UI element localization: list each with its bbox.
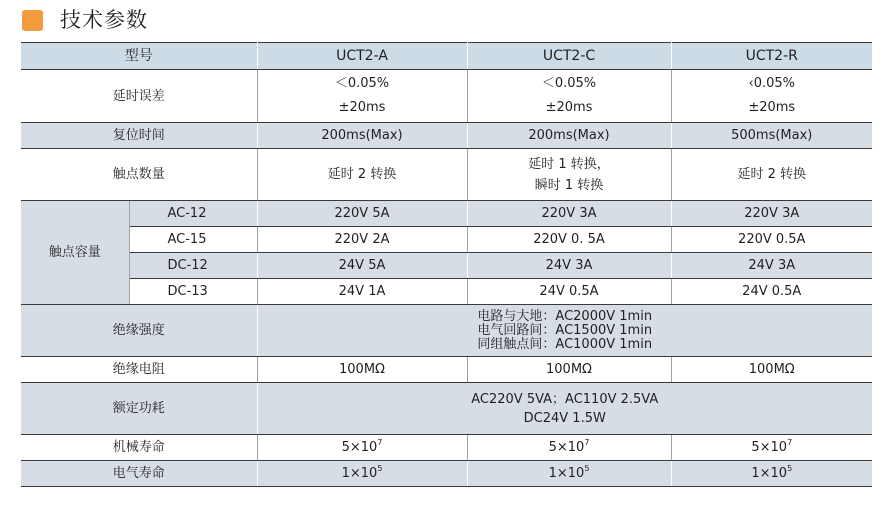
row-mech-life [21,435,872,461]
merged-cell: 电路与大地：AC2000V 1min 电气回路间：AC1500V 1min 同组触点间：AC1000V 1min [257,305,872,357]
sub-label: DC-12 [129,253,257,279]
cell: 延时 2 转换 [671,149,872,201]
col-header-model: 型号 [21,43,257,70]
cell: ‹0.05% ±20ms [671,70,872,123]
cell: $1\times 10^5$ [467,461,671,487]
cell: 200ms(Max) [467,123,671,149]
col-header-uct2-c: UCT2-C [467,43,671,70]
row-capacity-dc13 [21,279,872,305]
row-capacity-ac15 [21,227,872,253]
row-label: 复位时间 [21,123,257,149]
cell: 200ms(Max) [257,123,467,149]
cell: 220V 2A [257,227,467,253]
cell: 24V 3A [467,253,671,279]
row-reset-time [21,123,872,149]
sub-label: DC-13 [129,279,257,305]
row-insulation-strength [21,305,872,357]
col-header-uct2-a: UCT2-A [257,43,467,70]
cell: 100MΩ [467,357,671,383]
cell: $5\times 10^7$ [257,435,467,461]
row-label: 额定功耗 [21,383,257,435]
cell: $1\times 10^5$ [257,461,467,487]
cell: $5\times 10^7$ [467,435,671,461]
section-title: 技术参数 [60,8,148,32]
row-contacts [21,149,872,201]
cell: 220V 3A [467,201,671,227]
sub-label: AC-12 [129,201,257,227]
col-header-uct2-r: UCT2-R [671,43,872,70]
row-elec-life [21,461,872,487]
spec-table [21,42,872,487]
cell: ＜0.05% ±20ms [257,70,467,123]
sub-label: AC-15 [129,227,257,253]
cell: 延时 2 转换 [257,149,467,201]
row-insulation-resistance [21,357,872,383]
row-label: 绝缘电阻 [21,357,257,383]
cell: 24V 5A [257,253,467,279]
row-rated-power [21,383,872,435]
row-capacity-dc12 [21,253,872,279]
merged-cell: AC220V 5VA；AC110V 2.5VA DC24V 1.5W [257,383,872,435]
cell: 24V 3A [671,253,872,279]
cell: 220V 0.5A [671,227,872,253]
cell: 延时 1 转换， 瞬时 1 转换 [467,149,671,201]
cell: 220V 3A [671,201,872,227]
cell: $5\times 10^7$ [671,435,872,461]
cell: ＜0.05% ±20ms [467,70,671,123]
cell: 24V 0.5A [671,279,872,305]
cell: 500ms(Max) [671,123,872,149]
cell: $1\times 10^5$ [671,461,872,487]
cell: 220V 5A [257,201,467,227]
row-label: 触点容量 [21,201,129,305]
cell: 24V 0.5A [467,279,671,305]
row-delay-error [21,70,872,123]
cell: 24V 1A [257,279,467,305]
title-square-icon [22,10,43,31]
row-label: 触点数量 [21,149,257,201]
row-label: 机械寿命 [21,435,257,461]
cell: 100MΩ [257,357,467,383]
row-capacity-ac12 [21,201,872,227]
row-label: 绝缘强度 [21,305,257,357]
header-row [21,43,872,70]
row-label: 延时误差 [21,70,257,123]
cell: 100MΩ [671,357,872,383]
row-label: 电气寿命 [21,461,257,487]
cell: 220V 0. 5A [467,227,671,253]
